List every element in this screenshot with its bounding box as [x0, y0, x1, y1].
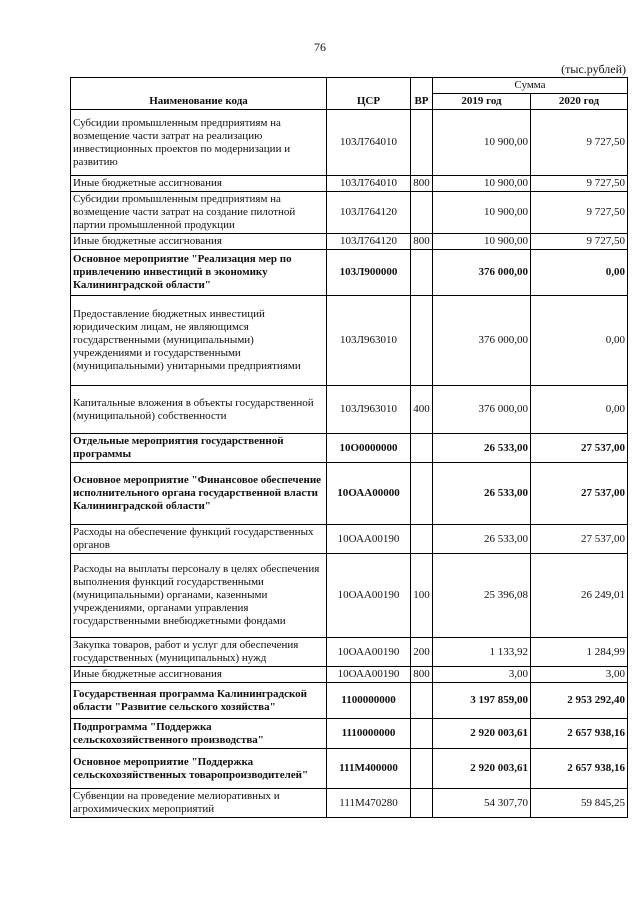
row-amount-2020: 9 727,50 [531, 176, 628, 192]
table-row [71, 434, 628, 463]
row-csr: 10ОАА00190 [327, 554, 411, 638]
row-csr: 103Л764010 [327, 176, 411, 192]
row-amount-2019: 1 133,92 [433, 638, 531, 667]
row-vr [411, 525, 433, 554]
row-vr: 200 [411, 638, 433, 667]
row-csr: 103Л963010 [327, 386, 411, 434]
row-csr: 1110000000 [327, 719, 411, 749]
table-row [71, 525, 628, 554]
row-name: Иные бюджетные ассигнования [71, 667, 327, 683]
row-vr [411, 789, 433, 818]
row-amount-2019: 10 900,00 [433, 176, 531, 192]
row-amount-2020: 0,00 [531, 250, 628, 296]
row-amount-2020: 0,00 [531, 296, 628, 386]
budget-table [70, 77, 628, 818]
row-amount-2019: 54 307,70 [433, 789, 531, 818]
row-csr: 103Л764010 [327, 110, 411, 176]
table-row [71, 749, 628, 789]
table-row [71, 296, 628, 386]
row-name: Основное мероприятие "Поддержка сельскохозяйственных товаропроизводителей" [71, 749, 327, 789]
row-amount-2020: 9 727,50 [531, 234, 628, 250]
row-amount-2020: 59 845,25 [531, 789, 628, 818]
row-amount-2020: 3,00 [531, 667, 628, 683]
row-name: Расходы на обеспечение функций государственных органов [71, 525, 327, 554]
row-vr [411, 434, 433, 463]
row-amount-2020: 2 657 938,16 [531, 719, 628, 749]
row-csr: 103Л900000 [327, 250, 411, 296]
row-amount-2020: 2 657 938,16 [531, 749, 628, 789]
row-name: Подпрограмма "Поддержка сельскохозяйственного производства" [71, 719, 327, 749]
row-vr: 100 [411, 554, 433, 638]
row-name: Предоставление бюджетных инвестиций юридическим лицам, не являющимся государственными (муниципальными) учреждениями и государственными (муниципальными) унитарными предприятиями [71, 296, 327, 386]
row-amount-2019: 26 533,00 [433, 525, 531, 554]
row-amount-2019: 376 000,00 [433, 250, 531, 296]
row-vr: 800 [411, 234, 433, 250]
row-vr [411, 250, 433, 296]
row-csr: 10ОАА00190 [327, 638, 411, 667]
row-name: Субсидии промышленным предприятиям на возмещение части затрат на создание пилотной партии промышленной продукции [71, 192, 327, 234]
header-csr: ЦСР [327, 78, 411, 110]
row-amount-2019: 26 533,00 [433, 463, 531, 525]
row-vr: 800 [411, 176, 433, 192]
table-row [71, 386, 628, 434]
row-name: Иные бюджетные ассигнования [71, 234, 327, 250]
table-row [71, 110, 628, 176]
row-csr: 1100000000 [327, 683, 411, 719]
table-row [71, 176, 628, 192]
row-amount-2020: 9 727,50 [531, 192, 628, 234]
row-csr: 103Л963010 [327, 296, 411, 386]
row-name: Отдельные мероприятия государственной программы [71, 434, 327, 463]
table-row [71, 667, 628, 683]
row-amount-2019: 376 000,00 [433, 386, 531, 434]
row-amount-2020: 9 727,50 [531, 110, 628, 176]
table-row [71, 463, 628, 525]
row-csr: 10О0000000 [327, 434, 411, 463]
row-vr [411, 683, 433, 719]
row-csr: 103Л764120 [327, 192, 411, 234]
table-row [71, 234, 628, 250]
header-vr: ВР [411, 78, 433, 110]
row-csr: 10ОАА00190 [327, 667, 411, 683]
row-amount-2019: 2 920 003,61 [433, 749, 531, 789]
row-amount-2020: 2 953 292,40 [531, 683, 628, 719]
row-vr [411, 463, 433, 525]
row-name: Субвенции на проведение мелиоративных и агрохимических мероприятий [71, 789, 327, 818]
row-vr [411, 749, 433, 789]
row-amount-2019: 3 197 859,00 [433, 683, 531, 719]
units-label: (тыс.рублей) [561, 62, 626, 76]
row-vr: 800 [411, 667, 433, 683]
row-amount-2019: 2 920 003,61 [433, 719, 531, 749]
table-row [71, 719, 628, 749]
header-year-2019: 2019 год [433, 94, 531, 110]
row-name: Основное мероприятие "Финансовое обеспечение исполнительного органа государственной власти Калининградской области" [71, 463, 327, 525]
row-csr: 111М400000 [327, 749, 411, 789]
row-name: Субсидии промышленным предприятиям на возмещение части затрат на реализацию инвестиционных проектов по модернизации и развитию [71, 110, 327, 176]
table-row [71, 683, 628, 719]
row-vr: 400 [411, 386, 433, 434]
header-year-2020: 2020 год [531, 94, 628, 110]
table-body [71, 110, 628, 818]
row-csr: 10ОАА00000 [327, 463, 411, 525]
row-amount-2019: 10 900,00 [433, 110, 531, 176]
row-csr: 111М470280 [327, 789, 411, 818]
row-csr: 103Л764120 [327, 234, 411, 250]
row-amount-2019: 3,00 [433, 667, 531, 683]
row-amount-2020: 27 537,00 [531, 525, 628, 554]
table-row [71, 250, 628, 296]
row-amount-2019: 26 533,00 [433, 434, 531, 463]
row-csr: 10ОАА00190 [327, 525, 411, 554]
row-amount-2020: 1 284,99 [531, 638, 628, 667]
table-row [71, 789, 628, 818]
row-vr [411, 192, 433, 234]
row-name: Расходы на выплаты персоналу в целях обеспечения выполнения функций государственными (муниципальными) органами, казенными учреждениями, органами управления государственными внебюджетными фондами [71, 554, 327, 638]
row-amount-2020: 26 249,01 [531, 554, 628, 638]
row-amount-2019: 10 900,00 [433, 192, 531, 234]
row-name: Основное мероприятие "Реализация мер по привлечению инвестиций в экономику Калининградской области" [71, 250, 327, 296]
table-row [71, 192, 628, 234]
row-amount-2020: 27 537,00 [531, 463, 628, 525]
row-vr [411, 719, 433, 749]
row-vr [411, 110, 433, 176]
header-name: Наименование кода [71, 78, 327, 110]
row-name: Иные бюджетные ассигнования [71, 176, 327, 192]
row-name: Капитальные вложения в объекты государственной (муниципальной) собственности [71, 386, 327, 434]
row-name: Государственная программа Калининградской области "Развитие сельского хозяйства" [71, 683, 327, 719]
row-amount-2020: 27 537,00 [531, 434, 628, 463]
table-row [71, 638, 628, 667]
header-sum: Сумма [433, 78, 628, 94]
row-amount-2020: 0,00 [531, 386, 628, 434]
table-row [71, 554, 628, 638]
row-name: Закупка товаров, работ и услуг для обеспечения государственных (муниципальных) нужд [71, 638, 327, 667]
row-amount-2019: 376 000,00 [433, 296, 531, 386]
row-amount-2019: 25 396,08 [433, 554, 531, 638]
row-amount-2019: 10 900,00 [433, 234, 531, 250]
row-vr [411, 296, 433, 386]
page-number: 76 [314, 40, 326, 54]
